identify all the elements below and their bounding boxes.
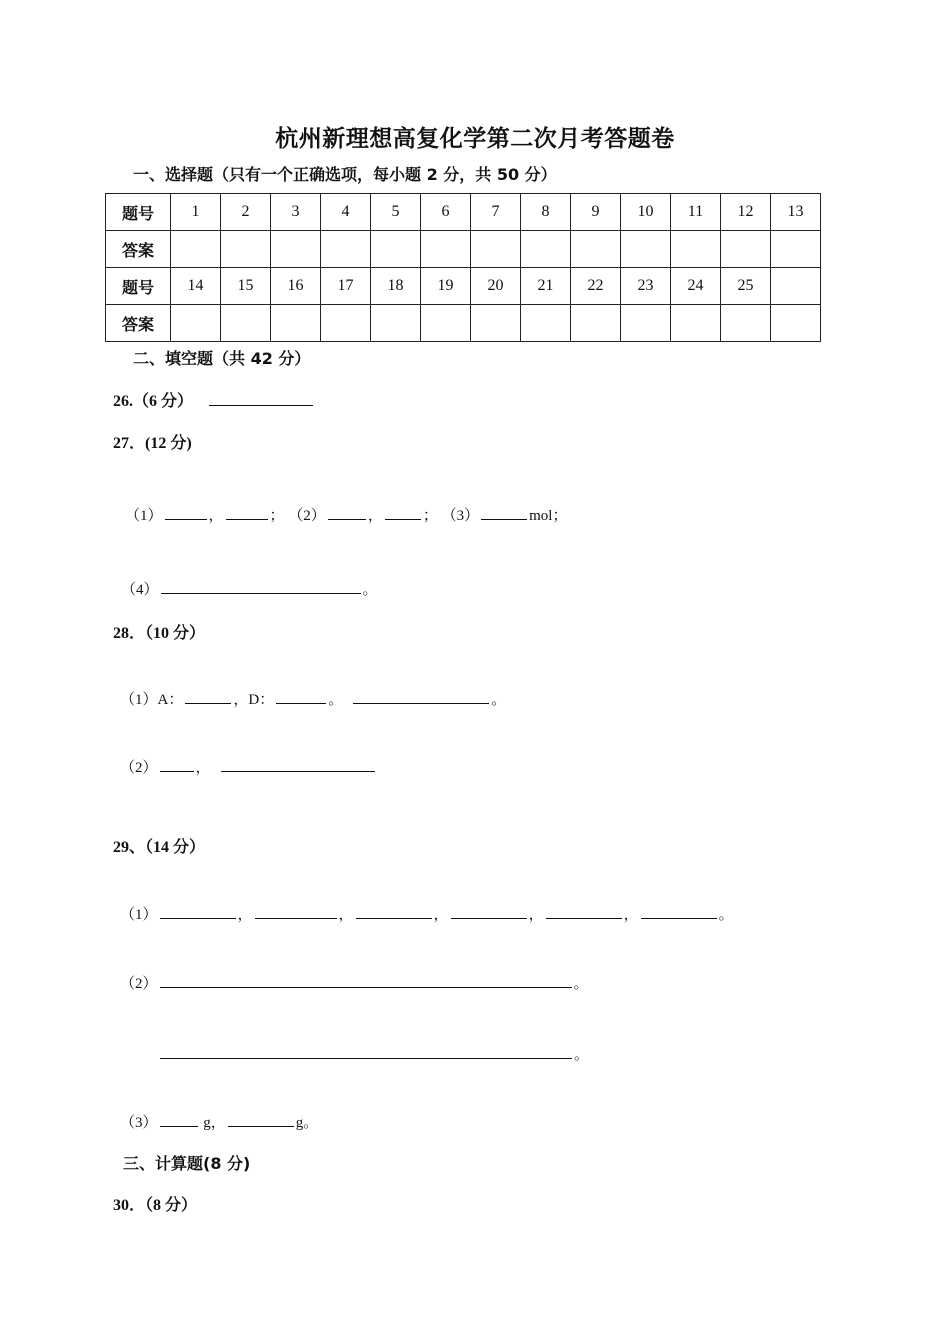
answer-blank[interactable] — [160, 757, 194, 772]
question-number: 17 — [321, 268, 371, 305]
answer-blank[interactable] — [160, 973, 572, 988]
answer-cell[interactable] — [271, 231, 321, 268]
punct: ； — [422, 508, 438, 524]
question-27-line-1 — [125, 504, 567, 525]
part-label: （3） — [441, 508, 480, 524]
answer-blank[interactable] — [185, 689, 231, 704]
question-number: 22 — [571, 268, 621, 305]
answer-cell[interactable] — [471, 305, 521, 342]
answer-cell[interactable] — [571, 305, 621, 342]
answer-cell[interactable] — [721, 231, 771, 268]
answer-cell[interactable] — [721, 305, 771, 342]
punct: ； — [269, 508, 285, 524]
punct: 。 — [491, 692, 507, 708]
question-label: 26.（6 分） — [113, 393, 194, 410]
answer-blank[interactable] — [276, 689, 326, 704]
unit: mol； — [529, 508, 568, 524]
punct: ， — [237, 907, 253, 923]
answer-blank[interactable] — [641, 904, 717, 919]
section-heading-fill-in: 二、填空题（共 42 分） — [133, 349, 311, 368]
answer-grid — [105, 193, 821, 342]
answer-cell[interactable] — [471, 231, 521, 268]
answer-blank[interactable] — [546, 904, 622, 919]
answer-blank[interactable] — [221, 757, 375, 772]
question-number: 21 — [521, 268, 571, 305]
answer-cell[interactable] — [671, 305, 721, 342]
answer-cell[interactable] — [221, 305, 271, 342]
answer-blank[interactable] — [328, 505, 366, 520]
answer-blank[interactable] — [161, 579, 361, 594]
answer-cell[interactable] — [621, 305, 671, 342]
answer-cell[interactable] — [621, 231, 671, 268]
answer-cell[interactable] — [221, 231, 271, 268]
table-row — [106, 268, 821, 305]
question-28-line-2 — [120, 756, 377, 777]
answer-cell[interactable] — [421, 231, 471, 268]
part-label: （2） — [288, 508, 326, 524]
question-number: 2 — [221, 194, 271, 231]
question-number: 16 — [271, 268, 321, 305]
table-row — [106, 231, 821, 268]
question-number: 13 — [771, 194, 821, 231]
part-label: （3） — [120, 1115, 158, 1131]
question-number: 6 — [421, 194, 471, 231]
part-label: （4） — [121, 582, 159, 598]
question-29-line-3 — [158, 1043, 589, 1064]
punct: ， — [208, 508, 224, 524]
answer-blank[interactable] — [255, 904, 337, 919]
question-number: 8 — [521, 194, 571, 231]
question-29-line-1 — [120, 903, 734, 924]
answer-blank[interactable] — [165, 505, 207, 520]
question-28-label: 28．（10 分） — [113, 625, 206, 642]
punct: ， — [338, 907, 354, 923]
question-number: 20 — [471, 268, 521, 305]
answer-cell[interactable] — [421, 305, 471, 342]
answer-cell[interactable] — [771, 231, 821, 268]
unit: g。 — [295, 1115, 319, 1131]
part-label: （1） — [120, 907, 158, 923]
question-number: 12 — [721, 194, 771, 231]
unit: g， — [199, 1115, 226, 1131]
answer-blank[interactable] — [385, 505, 421, 520]
question-number: 1 — [171, 194, 221, 231]
section-heading-multiple-choice: 一、选择题（只有一个正确选项，每小题 2 分，共 50 分） — [133, 165, 557, 184]
punct: ， — [195, 760, 211, 776]
answer-header: 答案 — [106, 231, 171, 268]
answer-blank[interactable] — [356, 904, 432, 919]
answer-cell[interactable] — [321, 231, 371, 268]
question-number: 14 — [171, 268, 221, 305]
question-27-line-2 — [121, 578, 378, 599]
answer-header: 答案 — [106, 305, 171, 342]
page-title: 杭州新理想高复化学第二次月考答题卷 — [275, 126, 675, 152]
answer-blank[interactable] — [451, 904, 527, 919]
question-number: 9 — [571, 194, 621, 231]
label-d: ，D： — [233, 692, 275, 708]
question-number: 19 — [421, 268, 471, 305]
answer-blank[interactable] — [481, 505, 527, 520]
question-28-line-1 — [120, 688, 506, 709]
answer-cell[interactable] — [571, 231, 621, 268]
punct: ， — [623, 907, 639, 923]
question-29-line-4 — [120, 1111, 318, 1132]
part-label: （1） — [120, 692, 158, 708]
answer-cell[interactable] — [271, 305, 321, 342]
question-29-line-2 — [120, 972, 589, 993]
table-row — [106, 305, 821, 342]
question-number: 15 — [221, 268, 271, 305]
answer-cell[interactable] — [371, 231, 421, 268]
answer-cell[interactable] — [371, 305, 421, 342]
answer-cell[interactable] — [321, 305, 371, 342]
question-number: 18 — [371, 268, 421, 305]
answer-blank[interactable] — [209, 391, 313, 406]
answer-cell[interactable] — [771, 305, 821, 342]
question-number: 11 — [671, 194, 721, 231]
question-27-label: 27．(12 分) — [113, 435, 192, 452]
question-number: 4 — [321, 194, 371, 231]
answer-blank[interactable] — [228, 1112, 294, 1127]
answer-cell[interactable] — [521, 231, 571, 268]
punct: 。 — [328, 692, 344, 708]
part-label: （2） — [120, 760, 158, 776]
question-number: 24 — [671, 268, 721, 305]
table-row — [106, 194, 821, 231]
section-heading-calculation: 三、计算题(8 分) — [123, 1154, 251, 1173]
punct: ， — [528, 907, 544, 923]
punct: 。 — [362, 582, 378, 598]
question-number-header: 题号 — [106, 194, 171, 231]
punct: 。 — [574, 1047, 590, 1063]
answer-cell[interactable] — [171, 305, 221, 342]
question-number: 10 — [621, 194, 671, 231]
question-26 — [113, 388, 315, 411]
label-a: A： — [157, 692, 184, 708]
part-label: （1） — [125, 508, 163, 524]
question-29-label: 29、（14 分） — [113, 839, 206, 856]
punct: 。 — [573, 976, 589, 992]
answer-blank[interactable] — [160, 1044, 572, 1059]
question-number: 7 — [471, 194, 521, 231]
answer-blank[interactable] — [160, 904, 236, 919]
punct: ， — [367, 508, 383, 524]
question-number: 25 — [721, 268, 771, 305]
question-30-label: 30．（8 分） — [113, 1197, 198, 1214]
question-number: 5 — [371, 194, 421, 231]
question-number: 3 — [271, 194, 321, 231]
question-number-empty — [771, 268, 821, 305]
punct: 。 — [718, 907, 734, 923]
answer-cell[interactable] — [521, 305, 571, 342]
question-number-header: 题号 — [106, 268, 171, 305]
answer-blank[interactable] — [160, 1112, 198, 1127]
answer-cell[interactable] — [171, 231, 221, 268]
part-label: （2） — [120, 976, 158, 992]
answer-blank[interactable] — [226, 505, 268, 520]
answer-blank[interactable] — [353, 689, 489, 704]
question-number: 23 — [621, 268, 671, 305]
punct: ， — [433, 907, 449, 923]
answer-cell[interactable] — [671, 231, 721, 268]
